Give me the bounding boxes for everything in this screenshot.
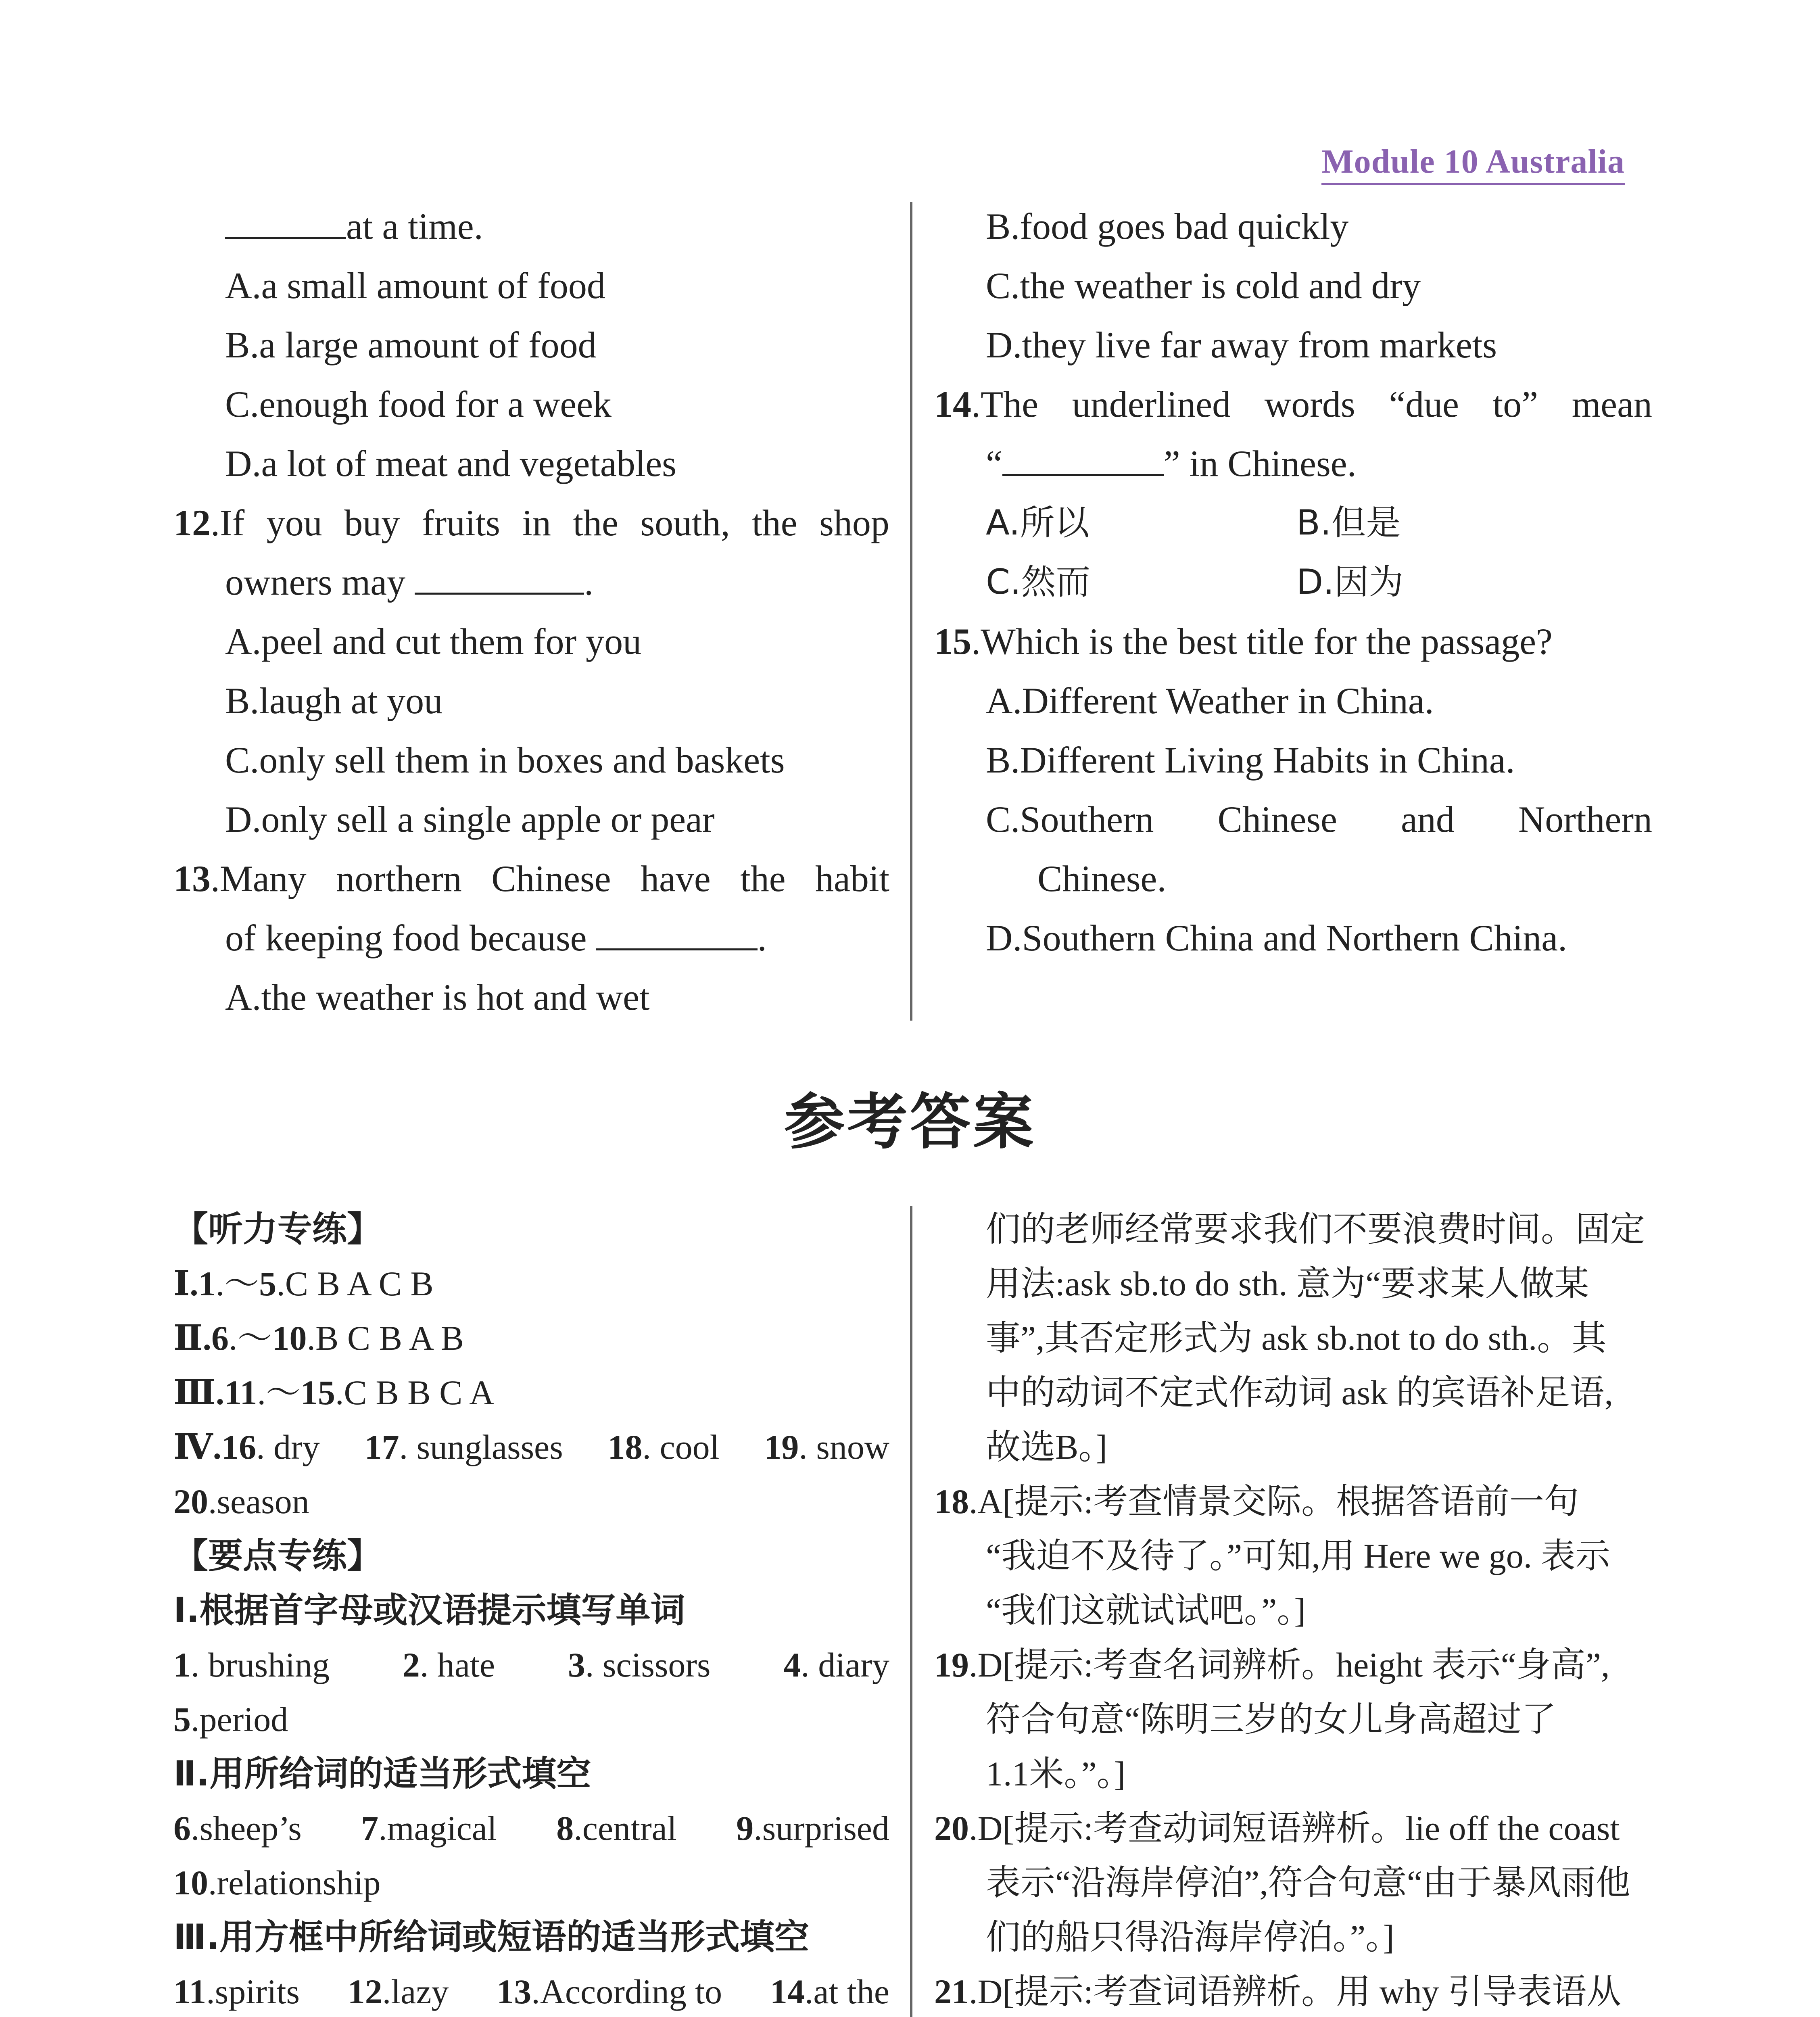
item-number: 19 — [934, 1645, 969, 1684]
item-number: 8 — [556, 1809, 574, 1848]
answers-right-column — [934, 1202, 1652, 2017]
q14-word: mean — [1572, 384, 1652, 425]
answer-19-line3: 1.1米。”。] — [986, 1754, 1126, 1793]
range-start: 6 — [211, 1319, 229, 1357]
item-number: 2 — [402, 1645, 420, 1684]
q14-word: words — [1264, 384, 1355, 425]
explanation-text: .A[提示:考查情景交际。根据答语前一句 — [969, 1482, 1579, 1521]
item-number: 13 — [497, 1972, 532, 2011]
item-number: 19 — [764, 1428, 799, 1466]
item-number: 11 — [173, 1972, 207, 2011]
item-number: 1 — [173, 1645, 191, 1684]
q12-number: 12 — [173, 502, 211, 543]
q13-stem-line1 — [173, 849, 889, 908]
q15-option-c — [934, 790, 1652, 849]
q15-number: 15 — [934, 621, 971, 662]
q13-stem-line2 — [173, 908, 889, 968]
column-divider-top — [910, 202, 912, 1021]
section-key-points: 【要点专练】 — [173, 1536, 382, 1576]
q13-word: the — [740, 858, 786, 899]
item-number: 7 — [361, 1809, 379, 1848]
range-end: 10 — [272, 1319, 307, 1357]
range-end: 5 — [259, 1264, 277, 1303]
q12-stem-period: . — [584, 562, 594, 603]
range-start: 1 — [198, 1264, 216, 1303]
q15-stem-text: .Which is the best title for the passage? — [971, 621, 1553, 662]
q12-word: the — [752, 502, 797, 543]
q15-stem — [934, 612, 1652, 671]
answer-18-line3: “我们这就试试吧。”。] — [986, 1591, 1306, 1630]
item-answer: .magical — [378, 1809, 497, 1848]
q11-option-d: D.a lot of meat and vegetables — [225, 443, 676, 484]
q15-option-c-word: C.Southern — [986, 799, 1154, 840]
q14-option-d: D.因为 — [1296, 562, 1404, 602]
q12-stem-text: owners may — [225, 562, 406, 603]
item-answer: .spirits — [206, 1972, 300, 2011]
q13-option-d: D.they live far away from markets — [986, 324, 1497, 365]
q12-word: shop — [819, 502, 889, 543]
q13-option-c: C.the weather is cold and dry — [986, 265, 1421, 306]
q15-option-c-cont: Chinese. — [1037, 858, 1167, 899]
subsection-1-row2 — [173, 1692, 889, 1747]
q14-number: 14 — [934, 384, 971, 425]
q15-option-c-word: Chinese — [1217, 799, 1337, 840]
item-answer: . sunglasses — [399, 1428, 563, 1466]
explanation-text: .D[提示:考查名词辨析。height 表示“身高”, — [969, 1645, 1610, 1684]
item-number: 4 — [783, 1645, 801, 1684]
item-number: 18 — [934, 1482, 969, 1521]
listening-item-20 — [173, 1474, 889, 1529]
column-divider-bottom — [910, 1206, 912, 2017]
q13-word: .Many — [211, 858, 307, 899]
answer-20-line1 — [934, 1801, 1652, 1856]
item-number: 9 — [736, 1809, 754, 1848]
q12-word: you — [266, 502, 322, 543]
answer-blank — [225, 205, 346, 239]
section-listening: 【听力专练】 — [173, 1209, 382, 1249]
q14-word: underlined — [1072, 384, 1231, 425]
answer-19-line1 — [934, 1638, 1652, 1692]
item-answer: . diary — [801, 1645, 889, 1684]
q13-word: northern — [336, 858, 462, 899]
q14-word: .The — [971, 384, 1039, 425]
q15-option-d: D.Southern China and Northern China. — [986, 917, 1567, 958]
q15-option-a: A.Different Weather in China. — [986, 680, 1434, 721]
questions-right-column — [934, 197, 1652, 968]
q13-word: Chinese — [491, 858, 611, 899]
item-number: 20 — [934, 1809, 969, 1848]
answer-text: .B C B A B — [307, 1319, 464, 1357]
q14-options-row1 — [934, 493, 1652, 553]
item-answer: . cool — [642, 1428, 720, 1466]
item-number: 20 — [173, 1482, 208, 1521]
item-number: 12 — [347, 1972, 382, 2011]
item-number: Ⅳ.16 — [173, 1428, 257, 1466]
answer-blank — [415, 560, 584, 595]
item-answer: . brushing — [191, 1645, 330, 1684]
q12-option-d: D.only sell a single apple or pear — [225, 799, 715, 840]
listening-part-2 — [173, 1311, 889, 1366]
q14-word: “due — [1389, 384, 1459, 425]
q12-word: fruits — [422, 502, 500, 543]
q13-number: 13 — [173, 858, 211, 899]
answer-17-line6: 故选B。] — [986, 1428, 1107, 1466]
item-answer: .period — [191, 1700, 288, 1739]
item-answer: . scissors — [585, 1645, 711, 1684]
q14-stem-text: ” in Chinese. — [1163, 443, 1357, 484]
answers-title: 参考答案 — [784, 1087, 1036, 1157]
answer-20-line3: 们的船只得沿海岸停泊。”。] — [986, 1918, 1394, 1956]
range-sep: .～ — [257, 1373, 301, 1412]
item-answer: .central — [574, 1809, 677, 1848]
q13-option-b: B.food goes bad quickly — [986, 206, 1349, 247]
answer-17-line3: 用法:ask sb.to do sth. 意为“要求某人做某 — [986, 1264, 1589, 1303]
q12-stem-line2 — [173, 553, 889, 612]
listening-part-4 — [173, 1420, 889, 1474]
answer-18-line1 — [934, 1474, 1652, 1529]
q12-stem-line1 — [173, 493, 889, 553]
answer-text: .C B B C A — [335, 1373, 495, 1412]
q14-option-b: B.但是 — [1296, 503, 1401, 543]
answer-17-line5: 中的动词不定式作动词 ask 的宾语补足语, — [986, 1373, 1613, 1412]
answer-blank — [596, 916, 758, 950]
answer-20-line2: 表示“沿海岸停泊”,符合句意“由于暴风雨他 — [986, 1863, 1631, 1902]
q14-option-a: A.所以 — [986, 503, 1089, 543]
answer-21-line1 — [934, 1965, 1652, 2017]
answer-17-line4: 事”,其否定形式为 ask sb.not to do sth.。其 — [986, 1319, 1607, 1357]
item-number: 14 — [770, 1972, 805, 2011]
q15-option-c-word: and — [1401, 799, 1455, 840]
explanation-text: .D[提示:考查动词短语辨析。lie off the coast — [969, 1809, 1620, 1848]
item-answer: . dry — [256, 1428, 320, 1466]
answer-19-line2: 符合句意“陈明三岁的女儿身高超过了 — [986, 1700, 1557, 1739]
item-answer: . snow — [799, 1428, 889, 1466]
item-number: 3 — [568, 1645, 585, 1684]
answer-17-line2: 们的老师经常要求我们不要浪费时间。固定 — [986, 1210, 1645, 1249]
range-end: 15 — [301, 1373, 335, 1412]
q12-word: the — [573, 502, 618, 543]
q12-word: buy — [344, 502, 400, 543]
q15-option-c-word: Northern — [1518, 799, 1652, 840]
range-start: 11 — [224, 1373, 257, 1412]
q12-word: in — [522, 502, 551, 543]
item-number: 21 — [934, 1972, 969, 2011]
q14-stem-line2 — [934, 434, 1652, 493]
q12-word: .If — [211, 502, 245, 543]
q12-option-b: B.laugh at you — [225, 680, 443, 721]
item-number: 5 — [173, 1700, 191, 1739]
answer-18-line2: “我迫不及待了。”可知,用 Here we go. 表示 — [986, 1537, 1610, 1575]
item-number: 17 — [364, 1428, 399, 1466]
part-label: Ⅰ. — [173, 1264, 198, 1303]
subsection-2: Ⅱ.用所给词的适当形式填空 — [173, 1754, 591, 1794]
q12-word: south, — [640, 502, 730, 543]
questions-left-column — [173, 197, 889, 1027]
answer-text: .C B A C B — [276, 1264, 434, 1303]
q14-options-row2 — [934, 553, 1652, 612]
module-title: Module 10 Australia — [1321, 142, 1625, 185]
subsection-1-row1 — [173, 1638, 889, 1692]
q13-word: have — [641, 858, 711, 899]
q14-option-c: C.然而 — [986, 562, 1091, 602]
q13-option-a: A.the weather is hot and wet — [225, 977, 650, 1018]
q12-option-c: C.only sell them in boxes and baskets — [225, 739, 785, 781]
subsection-2-row2 — [173, 1856, 889, 1910]
item-number: 6 — [173, 1809, 191, 1848]
item-answer: . hate — [420, 1645, 495, 1684]
listening-part-3 — [173, 1366, 889, 1420]
item-answer: .According to — [531, 1972, 722, 2011]
q11-stem-text: at a time. — [346, 206, 483, 247]
range-sep: .～ — [215, 1264, 259, 1303]
subsection-3-row1 — [173, 1965, 889, 2017]
q15-option-b: B.Different Living Habits in China. — [986, 739, 1515, 781]
part-label: Ⅲ. — [173, 1373, 225, 1412]
explanation-text: .D[提示:考查词语辨析。用 why 引导表语从 — [969, 1972, 1622, 2011]
item-answer: .at the — [804, 1972, 889, 2011]
q13-stem-period: . — [757, 917, 767, 958]
listening-part-1 — [173, 1257, 889, 1311]
answer-blank — [1002, 442, 1164, 476]
q11-stem-end — [173, 197, 889, 256]
q11-option-a: A.a small amount of food — [225, 265, 605, 306]
q14-word: to” — [1492, 384, 1538, 425]
item-answer: .relationship — [208, 1863, 381, 1902]
item-answer: .sheep’s — [191, 1809, 302, 1848]
q13-stem-text: of keeping food because — [225, 917, 587, 958]
subsection-2-row1 — [173, 1801, 889, 1856]
item-answer: .season — [208, 1482, 309, 1521]
item-number: 18 — [607, 1428, 643, 1466]
q12-option-a: A.peel and cut them for you — [225, 621, 642, 662]
answers-left-column — [173, 1202, 889, 2017]
item-answer: .surprised — [753, 1809, 889, 1848]
range-sep: .～ — [228, 1319, 272, 1357]
q11-option-c: C.enough food for a week — [225, 384, 612, 425]
q13-word: habit — [815, 858, 889, 899]
item-number: 10 — [173, 1863, 208, 1902]
q14-stem-line1 — [934, 375, 1652, 434]
q14-quote-open: “ — [986, 443, 1002, 484]
q11-option-b: B.a large amount of food — [225, 324, 597, 365]
part-label: Ⅱ. — [173, 1319, 211, 1357]
subsection-3: Ⅲ.用方框中所给词或短语的适当形式填空 — [173, 1917, 809, 1957]
subsection-1: Ⅰ.根据首字母或汉语提示填写单词 — [173, 1590, 685, 1631]
item-answer: .lazy — [382, 1972, 449, 2011]
